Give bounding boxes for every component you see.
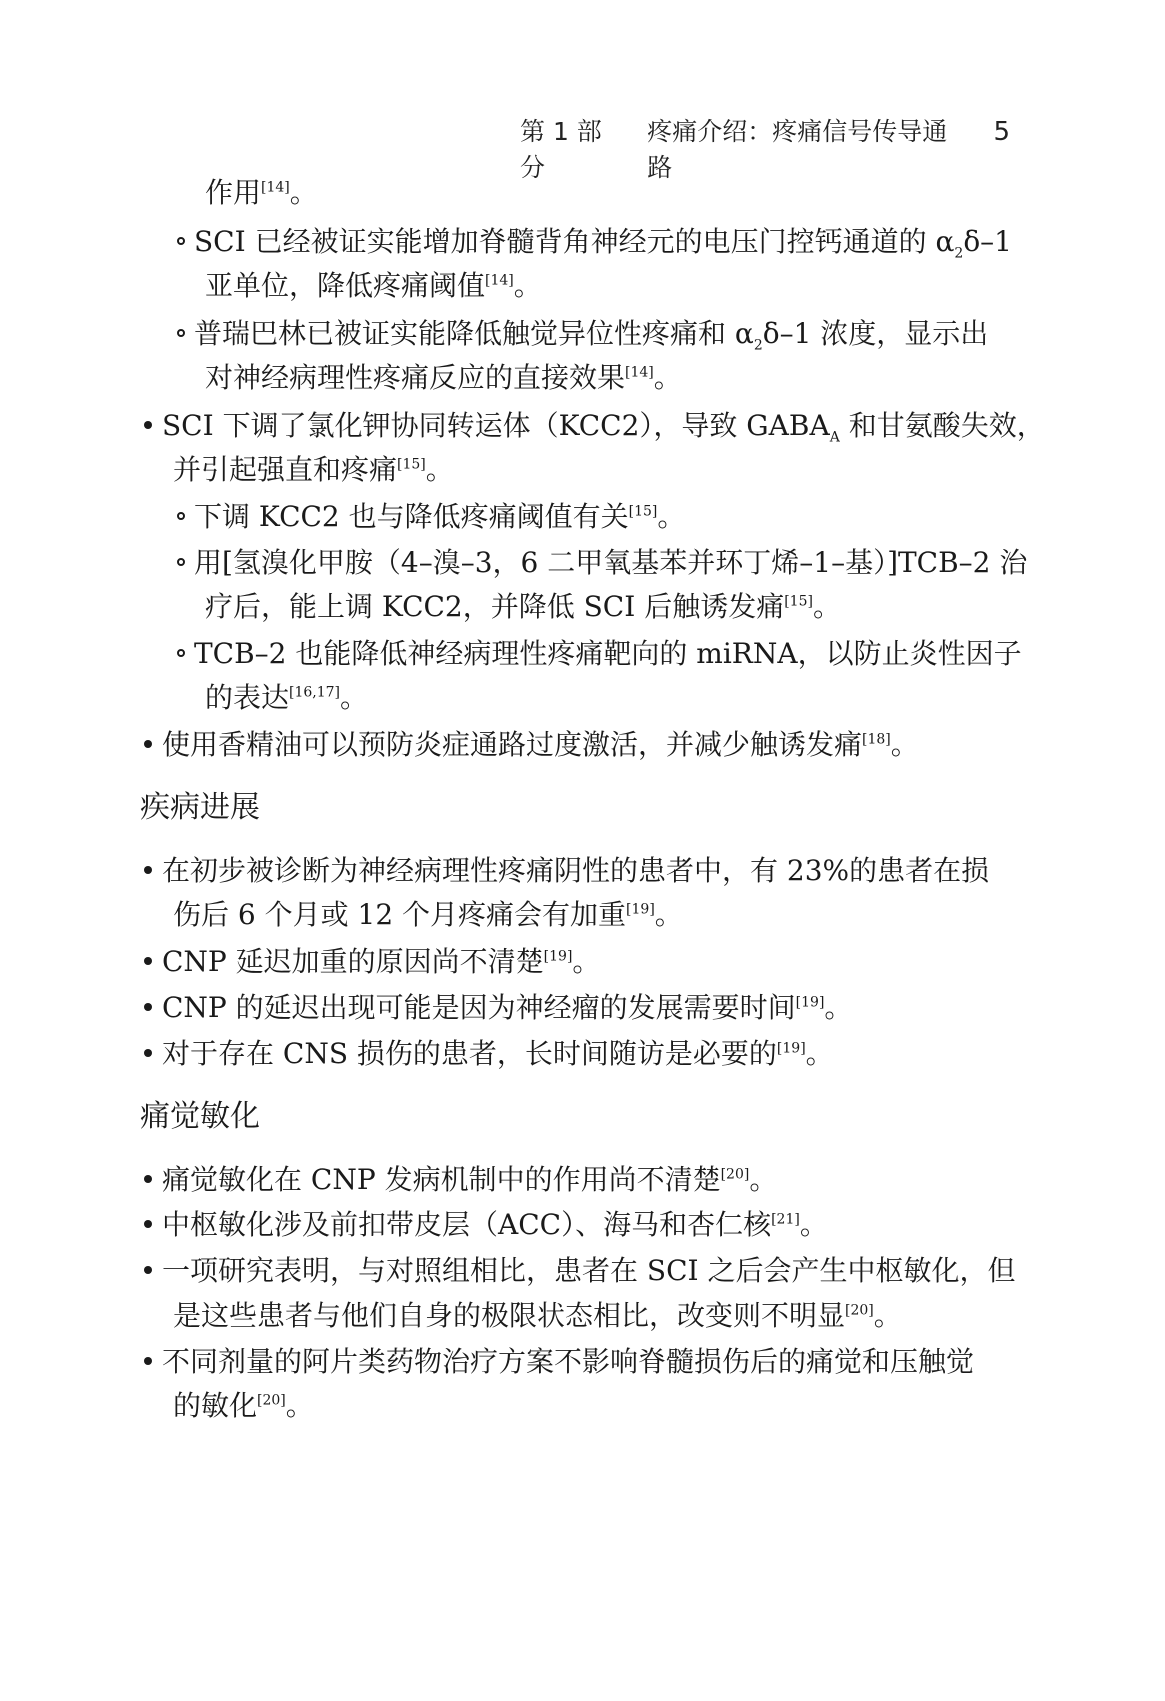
header-part: 第 1 部分 xyxy=(520,117,602,182)
citation: [19] xyxy=(795,994,825,1011)
citation: [20] xyxy=(845,1302,874,1319)
citation: [19] xyxy=(626,901,655,918)
sub-bullet-text-continuation: 疗后，能上调 KCC2，并降低 SCI 后触诱发痛[15]。 xyxy=(205,590,841,623)
citation: [20] xyxy=(257,1392,286,1409)
sub-bullet-item: 普瑞巴林已被证实能降低触觉异位性疼痛和 $\alpha_2\delta-1$ 浓度，显示出 xyxy=(177,314,988,354)
citation: [18] xyxy=(862,731,891,748)
bullet-item: CNP 的延迟出现可能是因为神经瘤的发展需要时间[19]。 xyxy=(144,988,852,1028)
sub-bullet-text-continuation: 作用[14]。 xyxy=(205,176,318,209)
bullet-item: 痛觉敏化在 CNP 发病机制中的作用尚不清楚[20]。 xyxy=(144,1160,777,1200)
citation: [14] xyxy=(261,179,290,196)
bullet-item: SCI 下调了氯化钾协同转运体（KCC2），导致 $GABA_A$ 和甘氨酸失效， xyxy=(144,406,1045,446)
bullet-text-continuation: 的敏化[20]。 xyxy=(173,1389,314,1422)
bullet-item: 一项研究表明，与对照组相比，患者在 SCI 之后会产生中枢敏化，但 xyxy=(144,1251,1015,1291)
sub-bullet-text-continuation: 的表达[16,17]。 xyxy=(205,681,369,714)
sub-bullet-text-continuation: 亚单位，降低疼痛阈值[14]。 xyxy=(205,269,542,302)
section-heading: 疾病进展 xyxy=(140,790,260,825)
bullet-item: 在初步被诊断为神经病理性疼痛阴性的患者中，有 23%的患者在损 xyxy=(144,851,989,891)
bullet-text-continuation: 伤后 6 个月或 12 个月疼痛会有加重[19]。 xyxy=(173,898,683,931)
page-number: 5 xyxy=(993,117,1010,147)
citation: [21] xyxy=(771,1211,800,1228)
sub-bullet-item: TCB–2 也能降低神经病理性疼痛靶向的 miRNA，以防止炎性因子 xyxy=(177,634,1022,674)
citation: [15] xyxy=(784,593,813,610)
bullet-item: 不同剂量的阿片类药物治疗方案不影响脊髓损伤后的痛觉和压触觉 xyxy=(144,1342,974,1382)
citation: [15] xyxy=(397,456,426,473)
sub-bullet-item: 用[氢溴化甲胺（4–溴–3，6 二甲氧基苯并环丁烯–1–基）]TCB–2 治 xyxy=(177,543,1027,583)
section-heading: 痛觉敏化 xyxy=(140,1099,260,1134)
citation: [14] xyxy=(625,364,654,381)
citation: [16,17] xyxy=(289,684,341,701)
citation: [19] xyxy=(543,948,573,965)
bullet-text-continuation: 并引起强直和疼痛[15]。 xyxy=(173,453,454,486)
citation: [14] xyxy=(485,272,514,289)
citation: [19] xyxy=(776,1040,806,1057)
bullet-item: 对于存在 CNS 损伤的患者，长时间随访是必要的[19]。 xyxy=(144,1034,834,1074)
citation: [20] xyxy=(720,1166,750,1183)
running-header xyxy=(520,112,1010,184)
sub-bullet-item: SCI 已经被证实能增加脊髓背角神经元的电压门控钙通道的 $\alpha_2\delta-1$ xyxy=(177,222,1012,262)
citation: [15] xyxy=(628,503,658,520)
bullet-item: 中枢敏化涉及前扣带皮层（ACC）、海马和杏仁核[21]。 xyxy=(144,1205,828,1245)
bullet-item: CNP 延迟加重的原因尚不清楚[19]。 xyxy=(144,942,600,982)
sub-bullet-text-continuation: 对神经病理性疼痛反应的直接效果[14]。 xyxy=(205,361,682,394)
bullet-text-continuation: 是这些患者与他们自身的极限状态相比，改变则不明显[20]。 xyxy=(173,1299,902,1332)
header-chapter-title: 疼痛介绍：疼痛信号传导通路 xyxy=(647,117,948,182)
bullet-item: 使用香精油可以预防炎症通路过度激活，并减少触诱发痛[18]。 xyxy=(144,725,919,765)
sub-bullet-item: 下调 KCC2 也与降低疼痛阈值有关[15]。 xyxy=(177,497,685,537)
